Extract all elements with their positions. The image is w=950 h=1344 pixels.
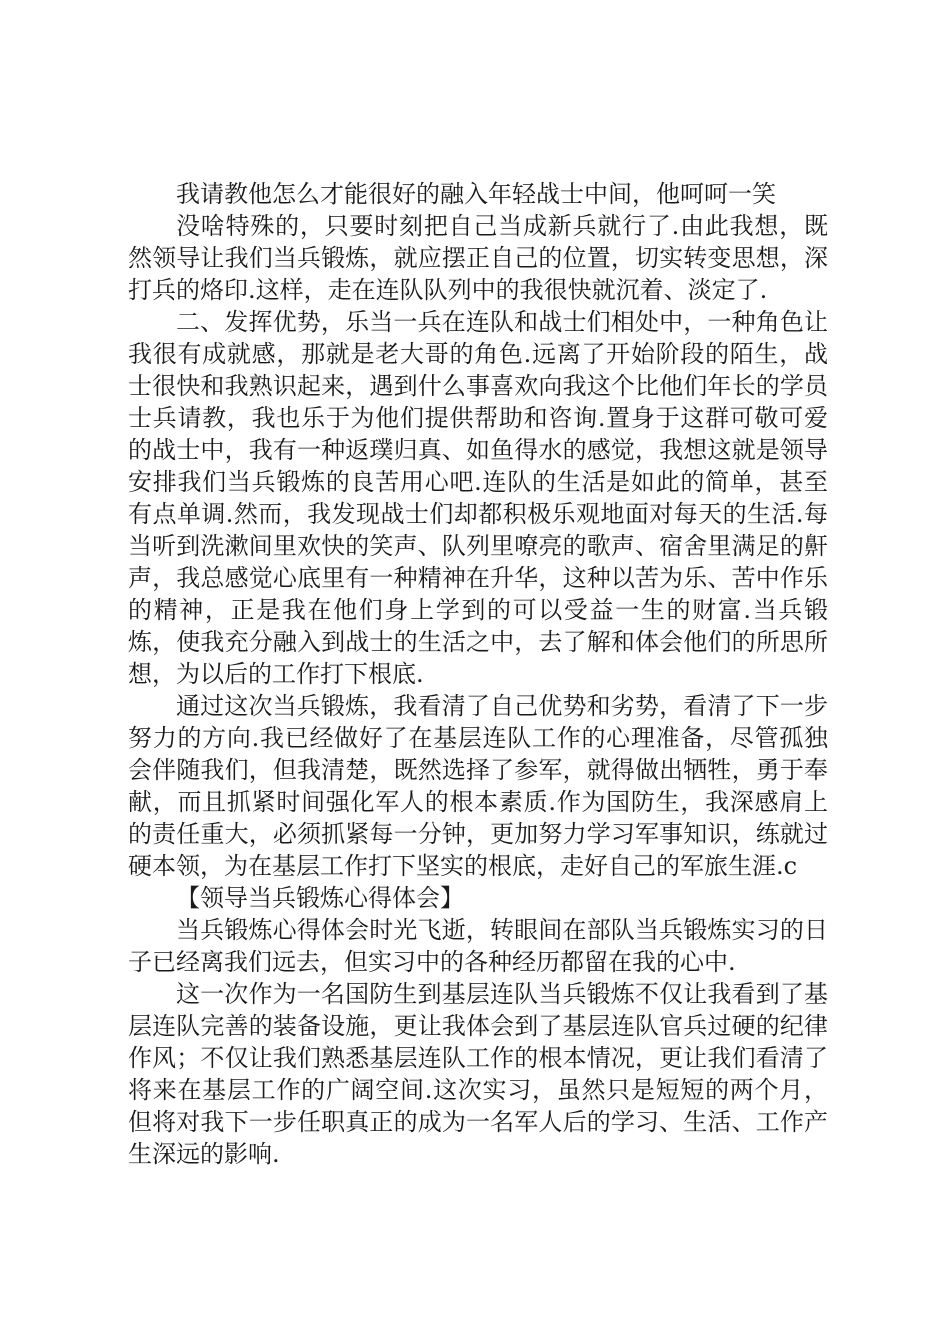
section-heading: 【领导当兵锻炼心得体会】: [176, 884, 464, 912]
paragraph-1: 我请教他怎么才能很好的融入年轻战士中间，他呵呵一笑: [176, 180, 776, 208]
paragraph-4: 通过这次当兵锻炼，我看清了自己优势和劣势，看清了下一步努力的方向.我已经做好了在基层连队工作的心理准备，尽管孤独会伴随我们，但我清楚，既然选择了参军，就得做出牺牲，勇于奉献，而且抓紧时间强化军人的根本素质.作为国防生，我深感肩上的责任重大，必须抓紧每一分钟，更加努力学习军事知识，练就过硬本领，为在基层工作打下坚实的根底，走好自己的军旅生涯.c: [128, 692, 828, 880]
paragraph-3: 二、发挥优势，乐当一兵在连队和战士们相处中，一种角色让我很有成就感，那就是老大哥的角色.远离了开始阶段的陌生，战士很快和我熟识起来，遇到什么事喜欢向我这个比他们年长的学员士兵请教，我也乐于为他们提供帮助和咨询.置身于这群可敬可爱的战士中，我有一种返璞归真、如鱼得水的感觉，我想这就是领导安排我们当兵锻炼的良苦用心吧.连队的生活是如此的简单，甚至有点单调.然而，我发现战士们却都积极乐观地面对每天的生活.每当听到洗漱间里欢快的笑声、队列里嘹亮的歌声、宿舍里满足的鼾声，我总感觉心底里有一种精神在升华，这种以苦为乐、苦中作乐的精神，正是我在他们身上学到的可以受益一生的财富.当兵锻炼，使我充分融入到战士的生活之中，去了解和体会他们的所思所想，为以后的工作打下根底.: [128, 308, 828, 688]
document-body: [128, 178, 828, 1170]
paragraph-5: 当兵锻炼心得体会时光飞逝，转眼间在部队当兵锻炼实习的日子已经离我们远去，但实习中的各种经历都留在我的心中.: [128, 916, 828, 976]
paragraph-6: 这一次作为一名国防生到基层连队当兵锻炼不仅让我看到了基层连队完善的装备设施，更让我体会到了基层连队官兵过硬的纪律作风；不仅让我们熟悉基层连队工作的根本情况，更让我们看清了将来在基层工作的广阔空间.这次实习，虽然只是短短的两个月，但将对我下一步任职真正的成为一名军人后的学习、生活、工作产生深远的影响.: [128, 980, 828, 1168]
paragraph-2: 没啥特殊的，只要时刻把自己当成新兵就行了.由此我想，既然领导让我们当兵锻炼，就应摆正自己的位置，切实转变思想，深打兵的烙印.这样，走在连队队列中的我很快就沉着、淡定了.: [128, 212, 828, 304]
